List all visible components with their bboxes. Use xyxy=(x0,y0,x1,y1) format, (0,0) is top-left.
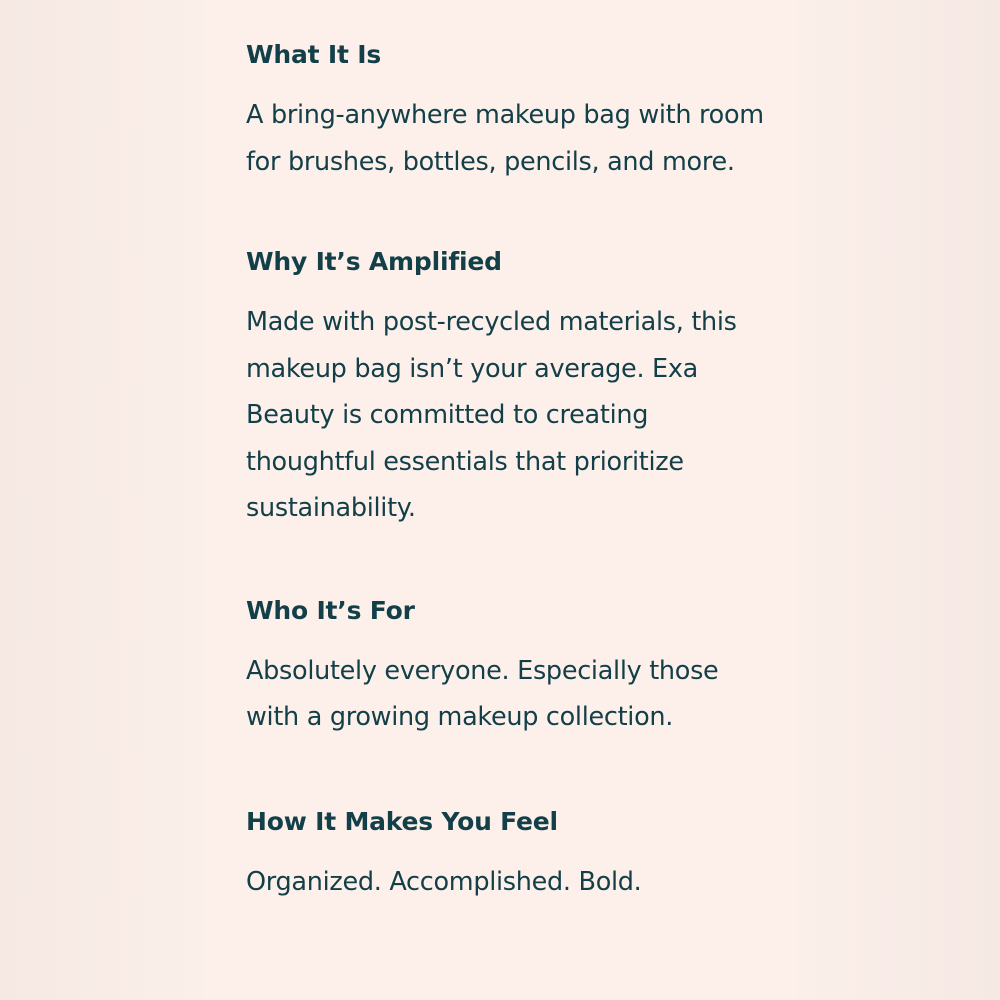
section-how-it-makes-you-feel xyxy=(246,805,798,906)
section-heading: Who It’s For xyxy=(246,595,415,625)
product-details-panel xyxy=(204,0,798,1000)
section-what-it-is xyxy=(246,38,798,185)
section-body: Absolutely everyone. Especially those with a growing makeup collection. xyxy=(246,655,719,732)
section-heading: How It Makes You Feel xyxy=(246,806,558,836)
section-body: A bring-anywhere makeup bag with room for brushes, bottles, pencils, and more. xyxy=(246,100,764,177)
section-heading: What It Is xyxy=(246,40,382,69)
section-heading: Why It’s Amplified xyxy=(246,247,502,276)
section-why-its-amplified xyxy=(246,245,798,532)
section-body: Organized. Accomplished. Bold. xyxy=(246,866,642,897)
section-body: Made with post-recycled materials, this makeup bag isn’t your average. Exa Beauty is committed to creating thoughtful essentials that prioritize sustainability. xyxy=(246,307,737,523)
section-who-its-for xyxy=(246,594,798,741)
